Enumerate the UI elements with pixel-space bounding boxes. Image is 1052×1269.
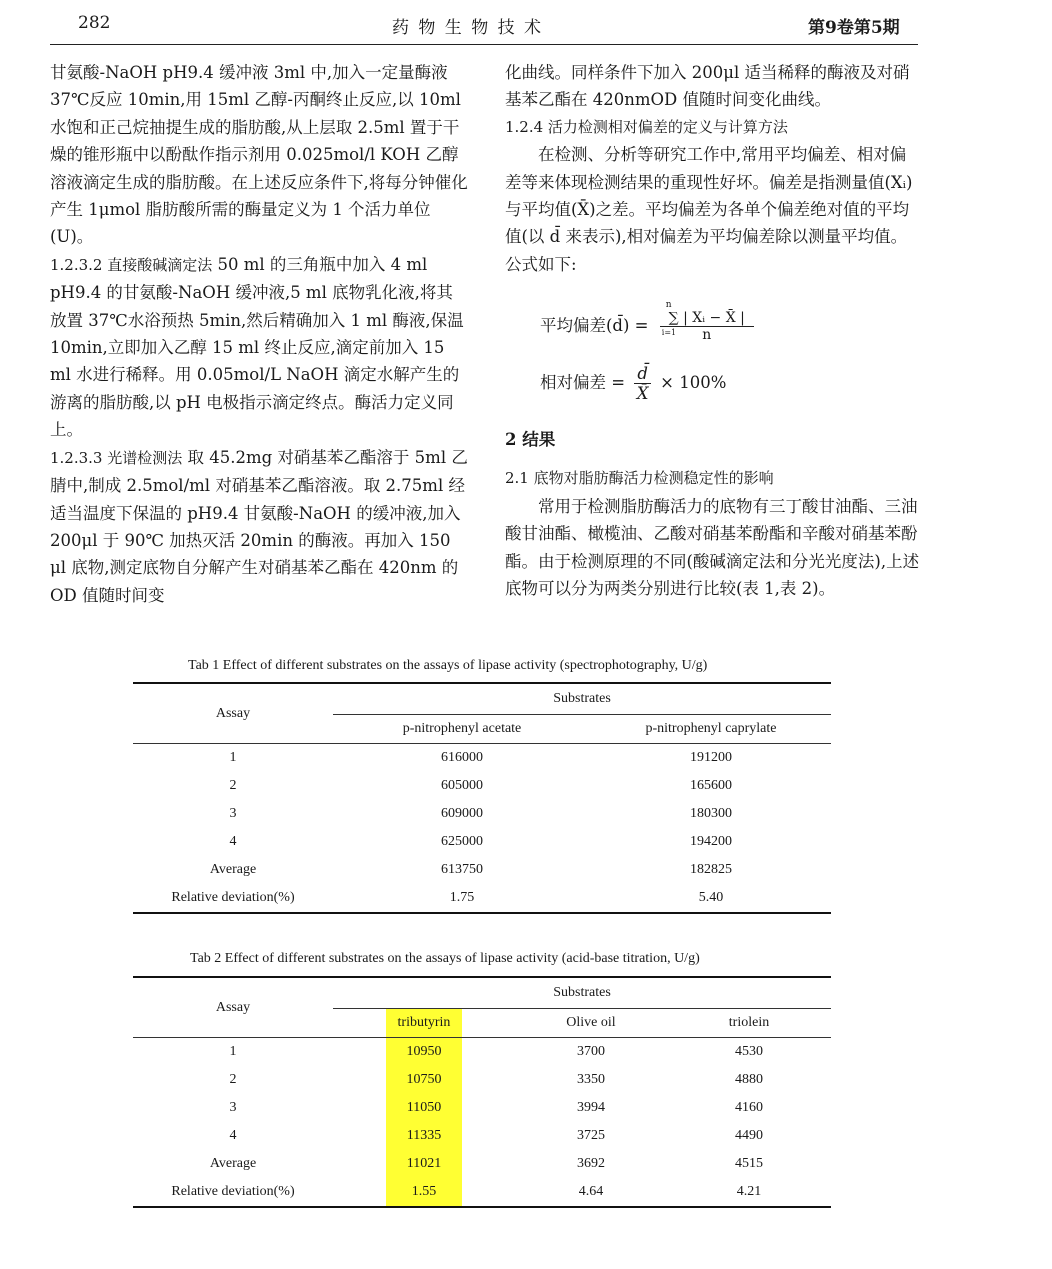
table2-cell bbox=[333, 1038, 515, 1067]
table2-cell: 3 bbox=[229, 1100, 237, 1115]
page-number: 282 bbox=[78, 13, 111, 33]
table-row bbox=[133, 1150, 831, 1178]
table2-cell: Relative deviation(%) bbox=[133, 1178, 333, 1207]
formula1-label: 平均偏差(d̄) = bbox=[540, 316, 649, 335]
highlight-mark: 1.55 bbox=[386, 1178, 462, 1206]
table-row bbox=[133, 884, 831, 913]
table2-cell: 4.21 bbox=[667, 1178, 831, 1207]
table1-cell: 5.40 bbox=[591, 884, 831, 913]
table2-cell: 3725 bbox=[577, 1128, 605, 1143]
table2-cell bbox=[333, 1150, 515, 1178]
table2-cell: Average bbox=[209, 1156, 257, 1171]
table1-cell: 182825 bbox=[690, 862, 732, 877]
highlight-mark: 11050 bbox=[386, 1094, 462, 1122]
table-row bbox=[133, 1178, 831, 1207]
table2-cell bbox=[333, 1094, 515, 1122]
table1-cell: 609000 bbox=[441, 806, 483, 821]
section-1233-title: 1.2.3.3 光谱检测法 bbox=[50, 448, 183, 467]
table1-cell: Average bbox=[209, 862, 257, 877]
section-1233-body: 取 45.2mg 对硝基苯乙酯溶于 5ml 乙腈中,制成 2.5mol/ml 对硝基苯乙酯溶液。取 2.75ml 经适当温度下保温的 pH9.4 甘氨酸-NaOH 的缓冲液,加入 200μl 于 90℃ 加热灭活 20min 的酶液。再加入 150 μl 底物,测定底物自分解产生对硝基苯乙酯在 420nm 的 OD 值随时间变 bbox=[50, 447, 468, 605]
formula1-sum-top: n bbox=[665, 300, 672, 310]
table1-cell: 1 bbox=[229, 750, 237, 765]
table1-cell: Relative deviation(%) bbox=[133, 884, 333, 913]
left-para-1: 甘氨酸-NaOH pH9.4 缓冲液 3ml 中,加入一定量酶液 37℃反应 10min,用 15ml 乙醇-丙酮终止反应,以 10ml 水饱和正己烷抽提生成的脂肪酸,从上层取 2.5ml 置于干燥的锥形瓶中以酚酞作指示剂用 0.025mol/l KOH 乙醇溶液滴定生成的脂肪酸。在上述反应条件下,将每分钟催化产生 1μmol 脂肪酸所需的酶量定义为 1 个活力单位(U)。 bbox=[50, 63, 468, 247]
table-row bbox=[133, 744, 831, 773]
formula2-tail: × 100% bbox=[660, 373, 727, 392]
table1-col-header: p-nitrophenyl acetate bbox=[333, 715, 591, 744]
table-row bbox=[133, 856, 831, 884]
table-row bbox=[133, 1122, 831, 1150]
results-section bbox=[505, 426, 920, 602]
section-2-title: 2 结果 bbox=[505, 430, 556, 449]
formula-mean-deviation bbox=[540, 300, 754, 343]
formula-relative-deviation bbox=[540, 364, 726, 403]
section-21-title: 2.1 底物对脂肪酶活力检测稳定性的影响 bbox=[505, 469, 774, 488]
table2-cell bbox=[333, 1178, 515, 1207]
formula1-numerator: ∑ | Xᵢ − X̄ | bbox=[668, 310, 745, 326]
highlight-mark: 11021 bbox=[386, 1150, 462, 1178]
table1-assay-header: Assay bbox=[133, 683, 333, 744]
table2-cell: 4880 bbox=[735, 1072, 763, 1087]
table-row bbox=[133, 828, 831, 856]
table2-substrates-header: Substrates bbox=[333, 977, 831, 1009]
table1-cell: 191200 bbox=[690, 750, 732, 765]
table2-cell: 3692 bbox=[577, 1156, 605, 1171]
formula1-sum-bottom: i=1 bbox=[661, 328, 677, 337]
table1-cell: 194200 bbox=[690, 834, 732, 849]
highlight-mark: 10750 bbox=[386, 1066, 462, 1094]
table2-cell: 1 bbox=[229, 1044, 237, 1059]
table2-cell: 4490 bbox=[735, 1128, 763, 1143]
table-row bbox=[133, 1038, 831, 1067]
table2-cell: 3350 bbox=[577, 1072, 605, 1087]
table1 bbox=[133, 682, 831, 914]
highlight-mark: 10950 bbox=[386, 1038, 462, 1066]
table2-cell: 4160 bbox=[735, 1100, 763, 1115]
header-rule bbox=[50, 44, 918, 45]
table2-assay-header: Assay bbox=[133, 977, 333, 1038]
table1-col-header: p-nitrophenyl caprylate bbox=[591, 715, 831, 744]
table1-cell: 180300 bbox=[690, 806, 732, 821]
section-1232-body: 50 ml 的三角瓶中加入 4 ml pH9.4 的甘氨酸-NaOH 缓冲液,5 ml 底物乳化液,将其放置 37℃水浴预热 5min,然后精确加入 1 ml 酶液,保温 10min,立即加入乙醇 15 ml 终止反应,滴定前加入 15 ml 水进行稀释。用 0.05mol/L NaOH 滴定水解产生的游离的脂肪酸,以 pH 电极指示滴定终点。酶活力定义同上。 bbox=[50, 254, 464, 440]
table1-cell: 2 bbox=[229, 778, 237, 793]
table-row bbox=[133, 1094, 831, 1122]
table2 bbox=[133, 976, 831, 1208]
table1-cell: 616000 bbox=[441, 750, 483, 765]
highlight-mark: tributyrin bbox=[386, 1009, 462, 1037]
section-1232-title: 1.2.3.2 直接酸碱滴定法 bbox=[50, 255, 213, 274]
table2-cell: 3700 bbox=[577, 1044, 605, 1059]
table2-cell: 4515 bbox=[735, 1156, 763, 1171]
table2-cell bbox=[333, 1122, 515, 1150]
table1-caption: Tab 1 Effect of different substrates on the assays of lipase activity (spectrophotography, U/g) bbox=[188, 658, 708, 673]
table2-cell: 3994 bbox=[577, 1100, 605, 1115]
highlight-mark: 11335 bbox=[386, 1122, 462, 1150]
table2-cell: 4530 bbox=[735, 1044, 763, 1059]
table2-cell: 4 bbox=[229, 1128, 237, 1143]
table1-substrates-header: Substrates bbox=[333, 683, 831, 715]
table1-cell: 1.75 bbox=[333, 884, 591, 913]
table2-col-header bbox=[333, 1009, 515, 1038]
table2-cell bbox=[333, 1066, 515, 1094]
table2-col-header: Olive oil bbox=[515, 1009, 667, 1038]
table-row bbox=[133, 772, 831, 800]
right-column bbox=[505, 59, 920, 278]
section-124-body: 在检测、分析等研究工作中,常用平均偏差、相对偏差等来体现检测结果的重现性好坏。偏差是指测量值(Xᵢ)与平均值(X̄)之差。平均偏差为各单个偏差绝对值的平均值(以 d̄ 来表示),相对偏差为平均偏差除以测量平均值。公式如下: bbox=[505, 145, 913, 274]
formula1-denominator: n bbox=[702, 327, 712, 343]
table1-cell: 3 bbox=[229, 806, 237, 821]
table-row bbox=[133, 1066, 831, 1094]
table1-cell: 4 bbox=[229, 834, 237, 849]
left-column bbox=[50, 59, 468, 609]
table1-cell: 165600 bbox=[690, 778, 732, 793]
table1-cell: 625000 bbox=[441, 834, 483, 849]
table-row bbox=[133, 800, 831, 828]
table2-cell: 2 bbox=[229, 1072, 237, 1087]
table1-cell: 613750 bbox=[441, 862, 483, 877]
journal-title: 药 物 生 物 技 术 bbox=[392, 18, 544, 38]
formula2-label: 相对偏差 = bbox=[540, 373, 626, 392]
section-124-title: 1.2.4 活力检测相对偏差的定义与计算方法 bbox=[505, 117, 788, 136]
table1-cell: 605000 bbox=[441, 778, 483, 793]
formula2-numerator: d̄ bbox=[634, 364, 651, 384]
issue-label: 第9卷第5期 bbox=[808, 18, 900, 38]
formula2-denominator: X̄ bbox=[636, 384, 649, 403]
table2-col-header: triolein bbox=[667, 1009, 831, 1038]
table2-cell: 4.64 bbox=[515, 1178, 667, 1207]
table2-caption: Tab 2 Effect of different substrates on the assays of lipase activity (acid-base titration, U/g) bbox=[190, 951, 700, 966]
section-21-body: 常用于检测脂肪酶活力的底物有三丁酸甘油酯、三油酸甘油酯、橄榄油、乙酸对硝基苯酚酯和辛酸对硝基苯酚酯。由于检测原理的不同(酸碱滴定法和分光光度法),上述底物可以分为两类分别进行比较(表 1,表 2)。 bbox=[505, 496, 920, 599]
right-para-1: 化曲线。同样条件下加入 200μl 适当稀释的酶液及对硝基苯乙酯在 420nmOD 值随时间变化曲线。 bbox=[505, 63, 910, 110]
